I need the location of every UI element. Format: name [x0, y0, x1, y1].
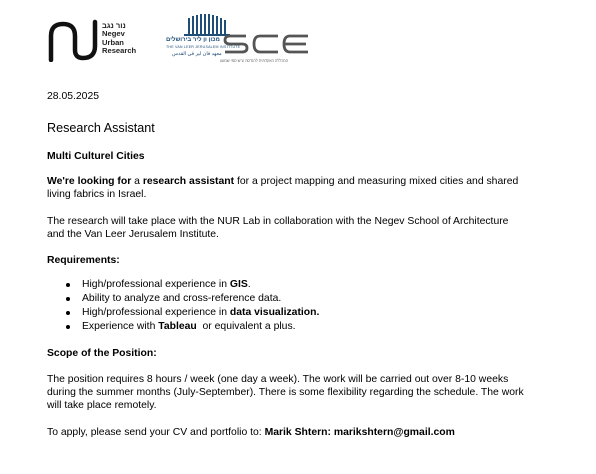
- project-subtitle: Multi Culturel Cities: [47, 151, 145, 162]
- nur-logo-text: [102, 22, 136, 56]
- requirements-list: [47, 278, 319, 334]
- list-item-text: Experience with: [82, 321, 159, 332]
- list-item-suffix: .: [247, 279, 251, 290]
- vanleer-arabic-name: معهد فان لير في القدس: [172, 51, 222, 57]
- list-item: [47, 292, 319, 306]
- sce-subtitle: המכללה האקדמית להנדסה ע"ש סמי שמעון: [220, 59, 289, 63]
- list-item-bold: GIS: [229, 279, 248, 290]
- intro-mid: a: [131, 176, 143, 187]
- contact-email: Marik Shtern: marikshtern@gmail.com: [264, 427, 455, 438]
- list-item-bold: data visualization.: [229, 307, 320, 318]
- list-item: [47, 278, 319, 292]
- sce-wordmark-icon: [222, 32, 310, 56]
- list-item-bold: Tableau: [158, 321, 197, 332]
- vanleer-hebrew-name: מכון ון ליר בירושלים: [166, 37, 220, 43]
- vanleer-english-name: THE VAN LEER JERUSALEM INSTITUTE: [166, 45, 241, 49]
- sce-logo: [220, 30, 315, 66]
- bullet-icon: [66, 283, 70, 287]
- nur-line-2: Urban: [102, 37, 124, 47]
- list-item-text: High/professional experience in: [82, 279, 230, 290]
- job-title: Research Assistant: [47, 121, 155, 135]
- apply-line: [47, 426, 455, 439]
- list-item-suffix: or equivalent a plus.: [196, 321, 296, 332]
- nur-line-1: Negev: [102, 29, 125, 39]
- intro-rest: for a project mapping and measuring mixed cities and shared living fabrics in Israel.: [47, 176, 519, 200]
- intro-paragraph: [47, 175, 527, 201]
- bullet-icon: [66, 297, 70, 301]
- nur-mark-icon: [47, 18, 101, 62]
- nur-hebrew: נור נגב: [102, 21, 126, 30]
- intro-bold-role: research assistant: [142, 176, 235, 187]
- list-item-text: High/professional experience in: [82, 307, 230, 318]
- nur-line-3: Research: [102, 46, 137, 56]
- bullet-icon: [66, 311, 70, 315]
- posting-date: 28.05.2025: [47, 91, 100, 102]
- scope-paragraph: The position requires 8 hours / week (one day a week). The work will be carried out over 8-10 weeks during the summer months (July-September). There is some flexibility regarding the schedule. The work will take place remotely.: [47, 374, 524, 411]
- nur-logo: [47, 16, 157, 66]
- list-item: [47, 320, 319, 334]
- apply-text: To apply, please send your CV and portfolio to:: [47, 427, 265, 438]
- requirements-heading: Requirements:: [47, 255, 120, 266]
- list-item: [47, 306, 319, 320]
- bullet-icon: [66, 325, 70, 329]
- scope-heading: Scope of the Position:: [47, 348, 157, 359]
- intro-bold: We're looking for: [47, 176, 132, 187]
- list-item-text: Ability to analyze and cross-reference data.: [82, 293, 282, 304]
- collaboration-paragraph: The research will take place with the NUR Lab in collaboration with the Negev School of Architecture and the Van Leer Jerusalem Institute.: [47, 216, 509, 240]
- logo-bar: [47, 14, 317, 66]
